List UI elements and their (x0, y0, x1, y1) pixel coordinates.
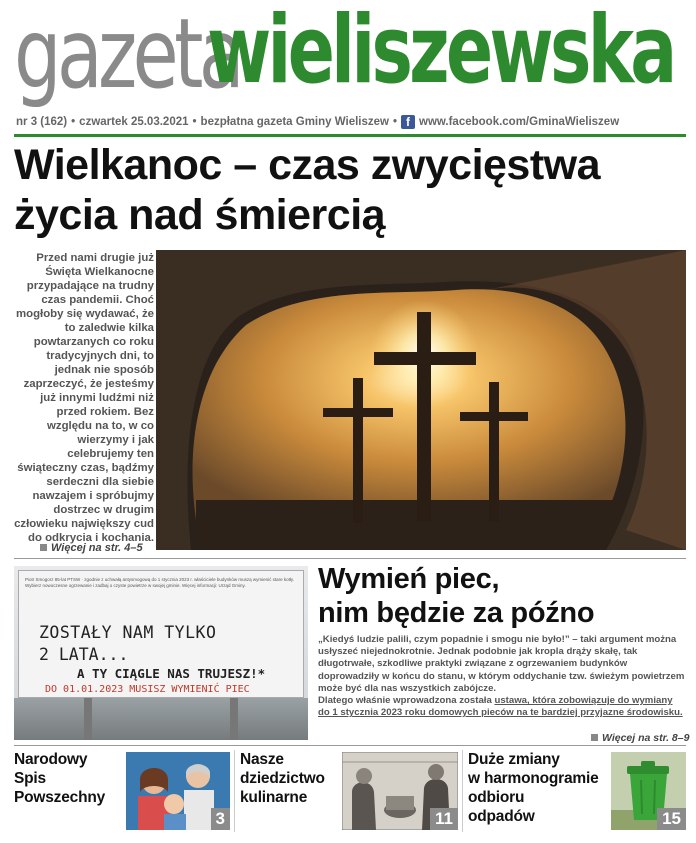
teaser-line: Spis (14, 770, 46, 787)
issue-info-bar (16, 113, 686, 131)
easter-crosses-photo (156, 250, 686, 550)
teaser-heritage[interactable] (240, 750, 460, 832)
furnace-headline-line2: nim będzie za późno (318, 597, 595, 629)
teaser-heritage-photo (342, 752, 458, 830)
facebook-icon[interactable]: f (401, 115, 415, 129)
furnace-body (318, 634, 686, 719)
antismog-billboard-photo (14, 566, 308, 740)
issue-tagline: bezpłatna gazeta Gminy Wieliszew (200, 116, 389, 128)
lead-paragraph: Przed nami drugie już Święta Wielkanocne przypadające na trudny czas pandemii. Choć mogłoby się wydawać, że to zaledwie kilka powtarzanych co roku tradycyjnych dni, to jednak nie sposób zaprzeczyć, że jesteśmy już innymi ludźmi niż przed rokiem. Bez względu na to, w co wierzymy i jak celebrujemy ten świąteczny czas, bądźmy serdeczni dla siebie nawzajem i spróbujmy dostrzec w drugim człowieku największy cud do odkrycia i kochania. (14, 252, 154, 544)
teaser-waste-title (468, 750, 599, 826)
logo-gazeta-text: gazeta (14, 6, 240, 110)
teaser-line: odbioru (468, 789, 525, 806)
issue-number: nr 3 (162) (16, 116, 68, 128)
billboard-board (18, 570, 304, 698)
lead-headline-line2: życia nad śmiercią (14, 191, 386, 239)
teaser-line: Duże zmiany (468, 751, 560, 768)
bullet-square-icon (40, 544, 47, 551)
furnace-headline-line1: Wymień piec, (318, 563, 500, 595)
teaser-census-photo (126, 752, 230, 830)
furnace-body-part1: „Kiedyś ludzie palili, czym popadnie i smogu nie było!” – taki argument można usłyszeć niejednokrotnie. Jednak podobnie jak kropla drąży skałę, tak długotrwałe, szkodliwe praktyki związane z ogrzewaniem budynków doprowadziły w końcu do stanu, w którym oddychanie tzw. świeżym powietrzem może być dla nas wszystkich zabójcze. (318, 634, 685, 694)
teaser-line: odpadów (468, 808, 535, 825)
lead-more-link[interactable] (40, 542, 143, 554)
billboard-post (84, 698, 92, 740)
furnace-body-part2: Dlatego właśnie wprowadzona została (318, 695, 495, 707)
lead-headline-line1: Wielkanoc – czas zwycięstwa (14, 141, 601, 189)
teaser-separator (234, 750, 235, 832)
billboard-line4: DO 01.01.2023 MUSISZ WYMIENIĆ PIEC (45, 684, 250, 695)
teaser-line: kulinarne (240, 789, 308, 806)
issue-date: czwartek 25.03.2021 (79, 116, 189, 128)
teaser-separator (462, 750, 463, 832)
teaser-census-page: 3 (211, 808, 230, 830)
furnace-more-link[interactable] (591, 732, 689, 744)
separator: • (392, 116, 397, 128)
teaser-line: w harmonogramie (468, 770, 599, 787)
teaser-waste-photo (611, 752, 686, 830)
furnace-headline[interactable] (318, 562, 686, 630)
teaser-waste[interactable] (468, 750, 686, 832)
billboard-ground (14, 698, 308, 740)
furnace-law-link[interactable]: ustawa, która zobowiązuje do wymiany do 1 stycznia 2023 roku domowych pieców na te bardziej przyjazne środowisku. (318, 695, 683, 719)
furnace-more-text: Więcej na str. 8–9 (602, 732, 690, 744)
billboard-small-print: Piotr Smogorz 85-lat PTSW · zgodnie z uchwałą antysmogową do 1 stycznia 2023 r. właściciele budynków muszą wymienić stare kotły. Wybierz nowoczesne ogrzewanie i zadbaj o czyste powietrze w swojej gminie. Więcej informacji: Urząd Gminy. (25, 577, 295, 588)
teaser-heritage-page: 11 (430, 808, 458, 830)
teaser-census-title (14, 750, 105, 807)
facebook-link[interactable]: www.facebook.com/GminaWieliszew (419, 116, 620, 128)
lead-headline[interactable] (14, 140, 686, 240)
masthead-logo (14, 6, 686, 112)
teaser-heritage-title (240, 750, 325, 807)
separator: • (192, 116, 197, 128)
billboard-post (230, 698, 238, 740)
bullet-square-icon (591, 734, 598, 741)
lead-more-text: Więcej na str. 4–5 (51, 542, 143, 554)
section-divider (14, 558, 686, 559)
teaser-line: Nasze (240, 751, 284, 768)
cave-crosses-illustration (156, 250, 686, 550)
billboard-line1: ZOSTAŁY NAM TYLKO (39, 623, 217, 642)
billboard-line2: 2 LATA... (39, 645, 129, 664)
teaser-waste-page: 15 (657, 808, 686, 830)
section-divider (14, 745, 686, 746)
teaser-census[interactable] (14, 750, 230, 832)
logo-wieliszewska-text: wieliszewska (207, 6, 674, 105)
masthead-divider (14, 134, 686, 137)
teaser-line: Narodowy (14, 751, 88, 768)
billboard-line3: A TY CIĄGLE NAS TRUJESZ!* (77, 666, 266, 681)
teaser-line: Powszechny (14, 789, 106, 806)
teaser-line: dziedzictwo (240, 770, 325, 787)
separator: • (71, 116, 76, 128)
